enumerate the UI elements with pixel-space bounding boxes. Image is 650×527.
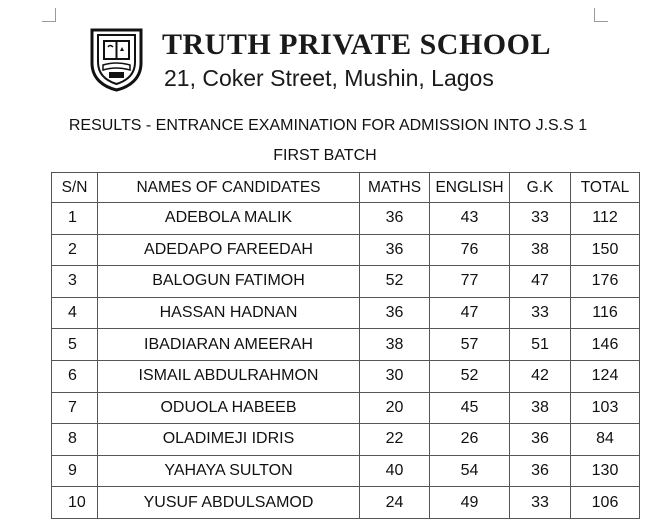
total-score-cell: 146: [571, 329, 640, 361]
column-header: TOTAL: [571, 173, 640, 203]
candidate-name-cell: ISMAIL ABDULRAHMON: [98, 360, 360, 392]
table-row: [52, 455, 640, 487]
table-row: [52, 392, 640, 424]
total-score-cell: 130: [571, 455, 640, 487]
total-score-cell: 116: [571, 297, 640, 329]
gk-score-cell: 36: [510, 424, 571, 456]
english-score-cell: 52: [430, 360, 510, 392]
total-score-cell: 176: [571, 266, 640, 298]
maths-score-cell: 30: [360, 360, 430, 392]
english-score-cell: 43: [430, 203, 510, 235]
candidate-name-cell: ODUOLA HABEEB: [98, 392, 360, 424]
results-title: RESULTS - ENTRANCE EXAMINATION FOR ADMISSION INTO J.S.S 1: [68, 117, 588, 134]
column-header: ENGLISH: [430, 173, 510, 203]
serial-number-cell: 3: [52, 266, 98, 298]
table-header-row: [52, 173, 640, 203]
maths-score-cell: 22: [360, 424, 430, 456]
english-score-cell: 47: [430, 297, 510, 329]
column-header: S/N: [52, 173, 98, 203]
maths-score-cell: 36: [360, 297, 430, 329]
table-row: [52, 487, 640, 519]
total-score-cell: 124: [571, 360, 640, 392]
gk-score-cell: 51: [510, 329, 571, 361]
english-score-cell: 57: [430, 329, 510, 361]
maths-score-cell: 36: [360, 234, 430, 266]
gk-score-cell: 47: [510, 266, 571, 298]
candidate-name-cell: YUSUF ABDULSAMOD: [98, 487, 360, 519]
total-score-cell: 150: [571, 234, 640, 266]
maths-score-cell: 40: [360, 455, 430, 487]
table-row: [52, 360, 640, 392]
results-table: [51, 172, 640, 519]
batch-title: FIRST BATCH: [273, 147, 377, 164]
serial-number-cell: 1: [52, 203, 98, 235]
school-address: 21, Coker Street, Mushin, Lagos: [164, 65, 494, 91]
maths-score-cell: 36: [360, 203, 430, 235]
english-score-cell: 54: [430, 455, 510, 487]
column-header: NAMES OF CANDIDATES: [98, 173, 360, 203]
candidate-name-cell: ADEDAPO FAREEDAH: [98, 234, 360, 266]
results-table-body: [52, 203, 640, 519]
gk-score-cell: 38: [510, 392, 571, 424]
gk-score-cell: 38: [510, 234, 571, 266]
gk-score-cell: 33: [510, 203, 571, 235]
maths-score-cell: 38: [360, 329, 430, 361]
candidate-name-cell: ADEBOLA MALIK: [98, 203, 360, 235]
maths-score-cell: 20: [360, 392, 430, 424]
table-row: [52, 329, 640, 361]
serial-number-cell: 9: [52, 455, 98, 487]
gk-score-cell: 33: [510, 487, 571, 519]
maths-score-cell: 24: [360, 487, 430, 519]
serial-number-cell: 2: [52, 234, 98, 266]
serial-number-cell: 8: [52, 424, 98, 456]
english-score-cell: 49: [430, 487, 510, 519]
candidate-name-cell: OLADIMEJI IDRIS: [98, 424, 360, 456]
school-crest-icon: [89, 27, 144, 92]
total-score-cell: 84: [571, 424, 640, 456]
page-corner-mark-right: [594, 8, 608, 22]
serial-number-cell: 6: [52, 360, 98, 392]
english-score-cell: 45: [430, 392, 510, 424]
total-score-cell: 103: [571, 392, 640, 424]
table-row: [52, 266, 640, 298]
serial-number-cell: 10: [52, 487, 98, 519]
serial-number-cell: 5: [52, 329, 98, 361]
english-score-cell: 76: [430, 234, 510, 266]
english-score-cell: 77: [430, 266, 510, 298]
gk-score-cell: 42: [510, 360, 571, 392]
table-row: [52, 234, 640, 266]
total-score-cell: 112: [571, 203, 640, 235]
school-name: TRUTH PRIVATE SCHOOL: [162, 28, 551, 61]
table-row: [52, 424, 640, 456]
page-corner-mark-left: [42, 8, 56, 22]
candidate-name-cell: IBADIARAN AMEERAH: [98, 329, 360, 361]
candidate-name-cell: HASSAN HADNAN: [98, 297, 360, 329]
total-score-cell: 106: [571, 487, 640, 519]
gk-score-cell: 36: [510, 455, 571, 487]
serial-number-cell: 4: [52, 297, 98, 329]
candidate-name-cell: YAHAYA SULTON: [98, 455, 360, 487]
column-header: G.K: [510, 173, 571, 203]
candidate-name-cell: BALOGUN FATIMOH: [98, 266, 360, 298]
column-header: MATHS: [360, 173, 430, 203]
table-row: [52, 203, 640, 235]
table-row: [52, 297, 640, 329]
maths-score-cell: 52: [360, 266, 430, 298]
english-score-cell: 26: [430, 424, 510, 456]
serial-number-cell: 7: [52, 392, 98, 424]
gk-score-cell: 33: [510, 297, 571, 329]
